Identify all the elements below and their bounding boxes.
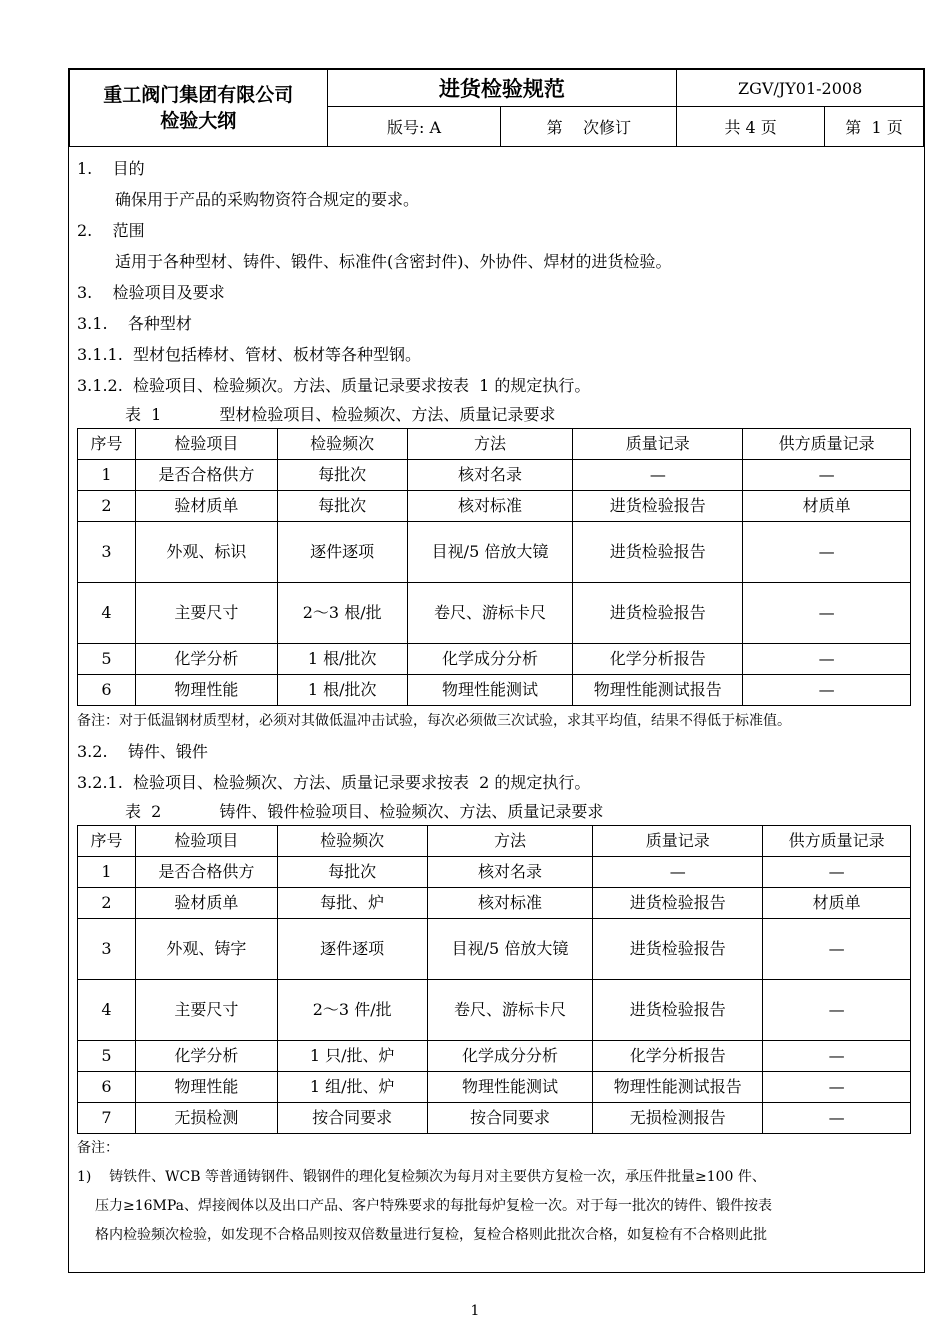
table-cell: 每批次 (277, 460, 407, 491)
table-cell: 5 (78, 644, 136, 675)
table-cell: — (763, 857, 911, 888)
table-cell: 是否合格供方 (135, 857, 277, 888)
table-cell: 2 (78, 491, 136, 522)
table-cell: 1 根/批次 (277, 675, 407, 706)
table1-header-cell: 方法 (407, 429, 573, 460)
table-cell: 按合同要求 (427, 1103, 593, 1134)
section-1-title: 1. 目的 (77, 159, 145, 178)
table-cell: 1 只/批、炉 (277, 1041, 427, 1072)
company-name-line2: 检验大纲 (160, 110, 237, 132)
revision-cell: 第 次修订 (501, 107, 677, 147)
company-name (70, 70, 328, 147)
table-cell: — (743, 644, 911, 675)
table-cell: 2～3 根/批 (277, 583, 407, 644)
section-3-title: 3. 检验项目及要求 (77, 283, 225, 302)
table-cell: 外观、标识 (135, 522, 277, 583)
table-cell: 2～3 件/批 (277, 980, 427, 1041)
table-1 (77, 428, 911, 706)
table-cell: 物理性能测试报告 (573, 675, 743, 706)
section-3-2-1: 3.2.1. 检验项目、检验频次、方法、质量记录要求按表 2 的规定执行。 (77, 773, 591, 792)
table-cell: 验材质单 (135, 888, 277, 919)
table-cell: 1 (78, 460, 136, 491)
table-cell: 进货检验报告 (573, 491, 743, 522)
version-cell: 版号: A (327, 107, 501, 147)
table-cell: 6 (78, 1072, 136, 1103)
table-cell: 物理性能测试报告 (593, 1072, 763, 1103)
table-cell: 逐件逐项 (277, 919, 427, 980)
table-cell: 3 (78, 522, 136, 583)
table-cell: 是否合格供方 (135, 460, 277, 491)
table-cell: 核对名录 (427, 857, 593, 888)
table-row (78, 980, 911, 1041)
table-cell: 4 (78, 583, 136, 644)
table-2-note-title: 备注： (77, 1140, 119, 1156)
table-cell: 6 (78, 675, 136, 706)
table-row (78, 919, 911, 980)
table-cell: — (763, 1041, 911, 1072)
table-cell: 目视/5 倍放大镜 (427, 919, 593, 980)
table-2-header-row (78, 826, 911, 857)
table-2 (77, 825, 911, 1134)
table2-header-cell: 序号 (78, 826, 136, 857)
table-1-label: 表 1 (125, 405, 162, 424)
table-row (78, 1072, 911, 1103)
table-cell: 5 (78, 1041, 136, 1072)
table-cell: 1 根/批次 (277, 644, 407, 675)
table-1-caption (77, 401, 917, 428)
table-cell: 进货检验报告 (573, 522, 743, 583)
table1-header-cell: 供方质量记录 (743, 429, 911, 460)
table-2-label: 表 2 (125, 802, 162, 821)
table-cell: 逐件逐项 (277, 522, 407, 583)
table-cell: 核对标准 (427, 888, 593, 919)
table-cell: 物理性能测试 (427, 1072, 593, 1103)
footer-page-number: 1 (470, 1303, 480, 1319)
page-number-cell: 第 1 页 (825, 107, 924, 147)
section-3-1-2: 3.1.2. 检验项目、检验频次。方法、质量记录要求按表 1 的规定执行。 (77, 376, 591, 395)
table-cell: 物理性能测试 (407, 675, 573, 706)
section-2-text: 适用于各种型材、铸件、锻件、标准件(含密封件)、外协件、焊材的进货检验。 (115, 252, 672, 271)
table-2-caption (77, 798, 917, 825)
table-cell: 2 (78, 888, 136, 919)
table-cell: 核对标准 (407, 491, 573, 522)
table-row (78, 1103, 911, 1134)
document-code: ZGV/JY01-2008 (677, 70, 924, 107)
table-2-note-line-1: 1) 铸铁件、WCB 等普通铸钢件、锻钢件的理化复检频次为每月对主要供方复检一次，承压件批量≥100 件、 (77, 1169, 766, 1185)
table-row (78, 644, 911, 675)
document-body (77, 153, 917, 1250)
table2-header-cell: 检验项目 (135, 826, 277, 857)
table2-header-cell: 质量记录 (593, 826, 763, 857)
table-1-header-row (78, 429, 911, 460)
table-cell: 化学分析报告 (573, 644, 743, 675)
table-cell: 进货检验报告 (593, 919, 763, 980)
table-cell: — (743, 460, 911, 491)
document-page (68, 68, 925, 1273)
table-cell: — (763, 1072, 911, 1103)
table-cell: 化学分析 (135, 1041, 277, 1072)
table-cell: 每批次 (277, 857, 427, 888)
table2-header-cell: 方法 (427, 826, 593, 857)
table-cell: 化学成分分析 (407, 644, 573, 675)
table-2-note-line-2: 压力≥16MPa、焊接阀体以及出口产品、客户特殊要求的每批每炉复检一次。对于每一批次的铸件、锻件按表 (95, 1198, 773, 1214)
table-cell: 化学分析 (135, 644, 277, 675)
table-cell: 每批、炉 (277, 888, 427, 919)
table-2-caption-text: 铸件、锻件检验项目、检验频次、方法、质量记录要求 (219, 802, 604, 821)
table-cell: 无损检测报告 (593, 1103, 763, 1134)
table-cell: 主要尺寸 (135, 583, 277, 644)
table-cell: 目视/5 倍放大镜 (407, 522, 573, 583)
table-row (78, 1041, 911, 1072)
table-cell: 化学成分分析 (427, 1041, 593, 1072)
table-cell: 物理性能 (135, 1072, 277, 1103)
table-row (78, 522, 911, 583)
table-cell: 按合同要求 (277, 1103, 427, 1134)
document-title: 进货检验规范 (327, 70, 677, 107)
section-3-1-title: 3.1. 各种型材 (77, 314, 192, 333)
section-3-2-title: 3.2. 铸件、锻件 (77, 742, 208, 761)
table-cell: — (743, 583, 911, 644)
table-cell: 每批次 (277, 491, 407, 522)
table-1-note: 备注：对于低温钢材质型材，必须对其做低温冲击试验，每次必须做三次试验，求其平均值，结果不得低于标准值。 (77, 713, 791, 729)
company-name-line1: 重工阀门集团有限公司 (103, 84, 294, 106)
table-cell: — (763, 919, 911, 980)
table-cell: 卷尺、游标卡尺 (427, 980, 593, 1041)
table-1-body (78, 460, 911, 706)
table-cell: 化学分析报告 (593, 1041, 763, 1072)
section-1-text: 确保用于产品的采购物资符合规定的要求。 (115, 190, 420, 209)
section-2-title: 2. 范围 (77, 221, 145, 240)
table-cell: 卷尺、游标卡尺 (407, 583, 573, 644)
table-cell: 进货检验报告 (593, 980, 763, 1041)
table-cell: 1 组/批、炉 (277, 1072, 427, 1103)
table-cell: 核对名录 (407, 460, 573, 491)
table-cell: 3 (78, 919, 136, 980)
total-pages-cell: 共 4 页 (677, 107, 825, 147)
table-cell: 无损检测 (135, 1103, 277, 1134)
table-cell: 进货检验报告 (593, 888, 763, 919)
table-row (78, 583, 911, 644)
table-cell: 材质单 (743, 491, 911, 522)
table1-header-cell: 检验项目 (135, 429, 277, 460)
document-header (69, 69, 924, 147)
table-cell: — (763, 980, 911, 1041)
table-cell: — (763, 1103, 911, 1134)
section-3-1-1: 3.1.1. 型材包括棒材、管材、板材等各种型钢。 (77, 345, 421, 364)
table-cell: 材质单 (763, 888, 911, 919)
table1-header-cell: 质量记录 (573, 429, 743, 460)
table-row (78, 888, 911, 919)
table-cell: — (743, 675, 911, 706)
table-cell: 1 (78, 857, 136, 888)
table-cell: — (743, 522, 911, 583)
table-cell: — (573, 460, 743, 491)
table-cell: — (593, 857, 763, 888)
table-cell: 主要尺寸 (135, 980, 277, 1041)
table-row (78, 491, 911, 522)
table-1-caption-text: 型材检验项目、检验频次、方法、质量记录要求 (219, 405, 556, 424)
table-cell: 进货检验报告 (573, 583, 743, 644)
table-cell: 物理性能 (135, 675, 277, 706)
table2-header-cell: 供方质量记录 (763, 826, 911, 857)
table-row (78, 460, 911, 491)
table2-header-cell: 检验频次 (277, 826, 427, 857)
table-cell: 7 (78, 1103, 136, 1134)
table-2-body (78, 857, 911, 1134)
table-cell: 外观、铸字 (135, 919, 277, 980)
table1-header-cell: 序号 (78, 429, 136, 460)
table-cell: 验材质单 (135, 491, 277, 522)
table-cell: 4 (78, 980, 136, 1041)
table-row (78, 857, 911, 888)
table-2-note-line-3: 格内检验频次检验，如发现不合格品则按双倍数量进行复检，复检合格则此批次合格，如复检有不合格则此批 (95, 1227, 767, 1243)
table-row (78, 675, 911, 706)
table1-header-cell: 检验频次 (277, 429, 407, 460)
